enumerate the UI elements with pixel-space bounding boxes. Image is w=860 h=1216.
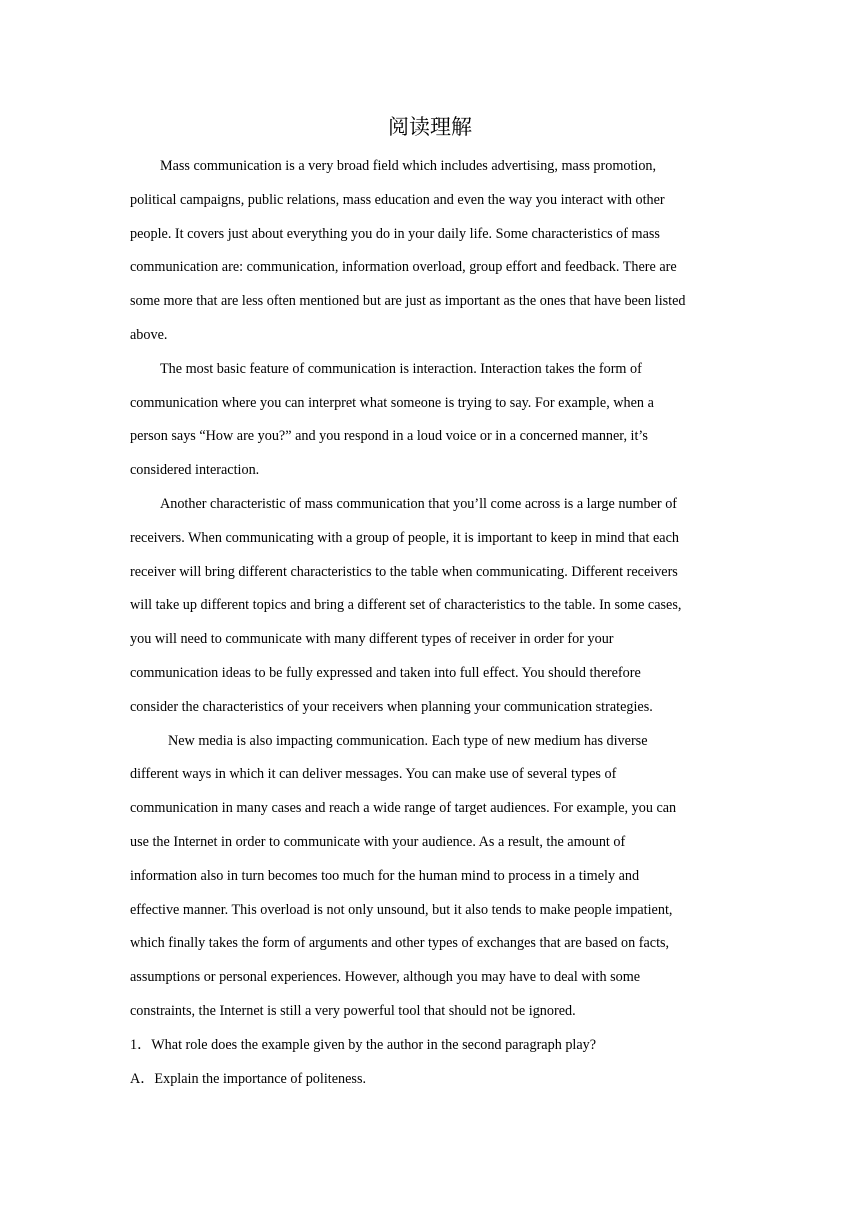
- page-title: 阅读理解: [388, 115, 472, 139]
- paragraph-4: [130, 725, 730, 1029]
- text-line: consider the characteristics of your receivers when planning your communication strategies.: [130, 698, 653, 715]
- text-line: assumptions or personal experiences. However, although you may have to deal with some: [130, 969, 641, 986]
- text-line: Another characteristic of mass communication that you’ll come across is a large number of: [160, 495, 678, 512]
- text-line: use the Internet in order to communicate with your audience. As a result, the amount of: [130, 833, 626, 850]
- text-line: communication in many cases and reach a wide range of target audiences. For example, you can: [130, 800, 677, 817]
- text-line: The most basic feature of communication is interaction. Interaction takes the form of: [160, 360, 642, 377]
- text-line: constraints, the Internet is still a very powerful tool that should not be ignored.: [130, 1002, 576, 1019]
- text-line: will take up different topics and bring a different set of characteristics to the table. In some cases,: [130, 597, 682, 614]
- text-line: Mass communication is a very broad field which includes advertising, mass promotion,: [160, 158, 657, 174]
- answer-option-a: A．Explain the importance of politeness.: [130, 1070, 367, 1087]
- paragraph-1: [130, 150, 730, 353]
- text-line: some more that are less often mentioned but are just as important as the ones that have been listed: [130, 293, 686, 310]
- text-line: communication ideas to be fully expressed and taken into full effect. You should therefore: [130, 664, 641, 681]
- paragraph-2: [130, 353, 730, 488]
- text-line: communication are: communication, information overload, group effort and feedback. There are: [130, 259, 677, 276]
- passage: [130, 150, 730, 1096]
- text-line: information also in turn becomes too much for the human mind to process in a timely and: [130, 867, 640, 884]
- text-line: receiver will bring different characteristics to the table when communicating. Different receivers: [130, 563, 678, 580]
- text-line: which finally takes the form of arguments and other types of exchanges that are based on facts,: [130, 935, 670, 952]
- paragraph-3: [130, 488, 730, 725]
- text-line: you will need to communicate with many different types of receiver in order for your: [130, 631, 614, 648]
- question-1: 1．What role does the example given by the author in the second paragraph play?: [130, 1036, 597, 1053]
- text-line: people. It covers just about everything you do in your daily life. Some characteristics of mass: [130, 225, 660, 242]
- text-line: effective manner. This overload is not only unsound, but it also tends to make people impatient,: [130, 901, 673, 918]
- text-line: different ways in which it can deliver messages. You can make use of several types of: [130, 766, 617, 783]
- text-line: considered interaction.: [130, 462, 260, 479]
- text-line: person says “How are you?” and you respond in a loud voice or in a concerned manner, it’s: [130, 428, 648, 445]
- text-line: receivers. When communicating with a group of people, it is important to keep in mind that each: [130, 529, 679, 546]
- text-line: New media is also impacting communication. Each type of new medium has diverse: [168, 732, 648, 749]
- text-line: communication where you can interpret what someone is trying to say. For example, when a: [130, 394, 654, 411]
- text-line: above.: [130, 326, 168, 343]
- text-line: political campaigns, public relations, mass education and even the way you interact with other: [130, 191, 665, 208]
